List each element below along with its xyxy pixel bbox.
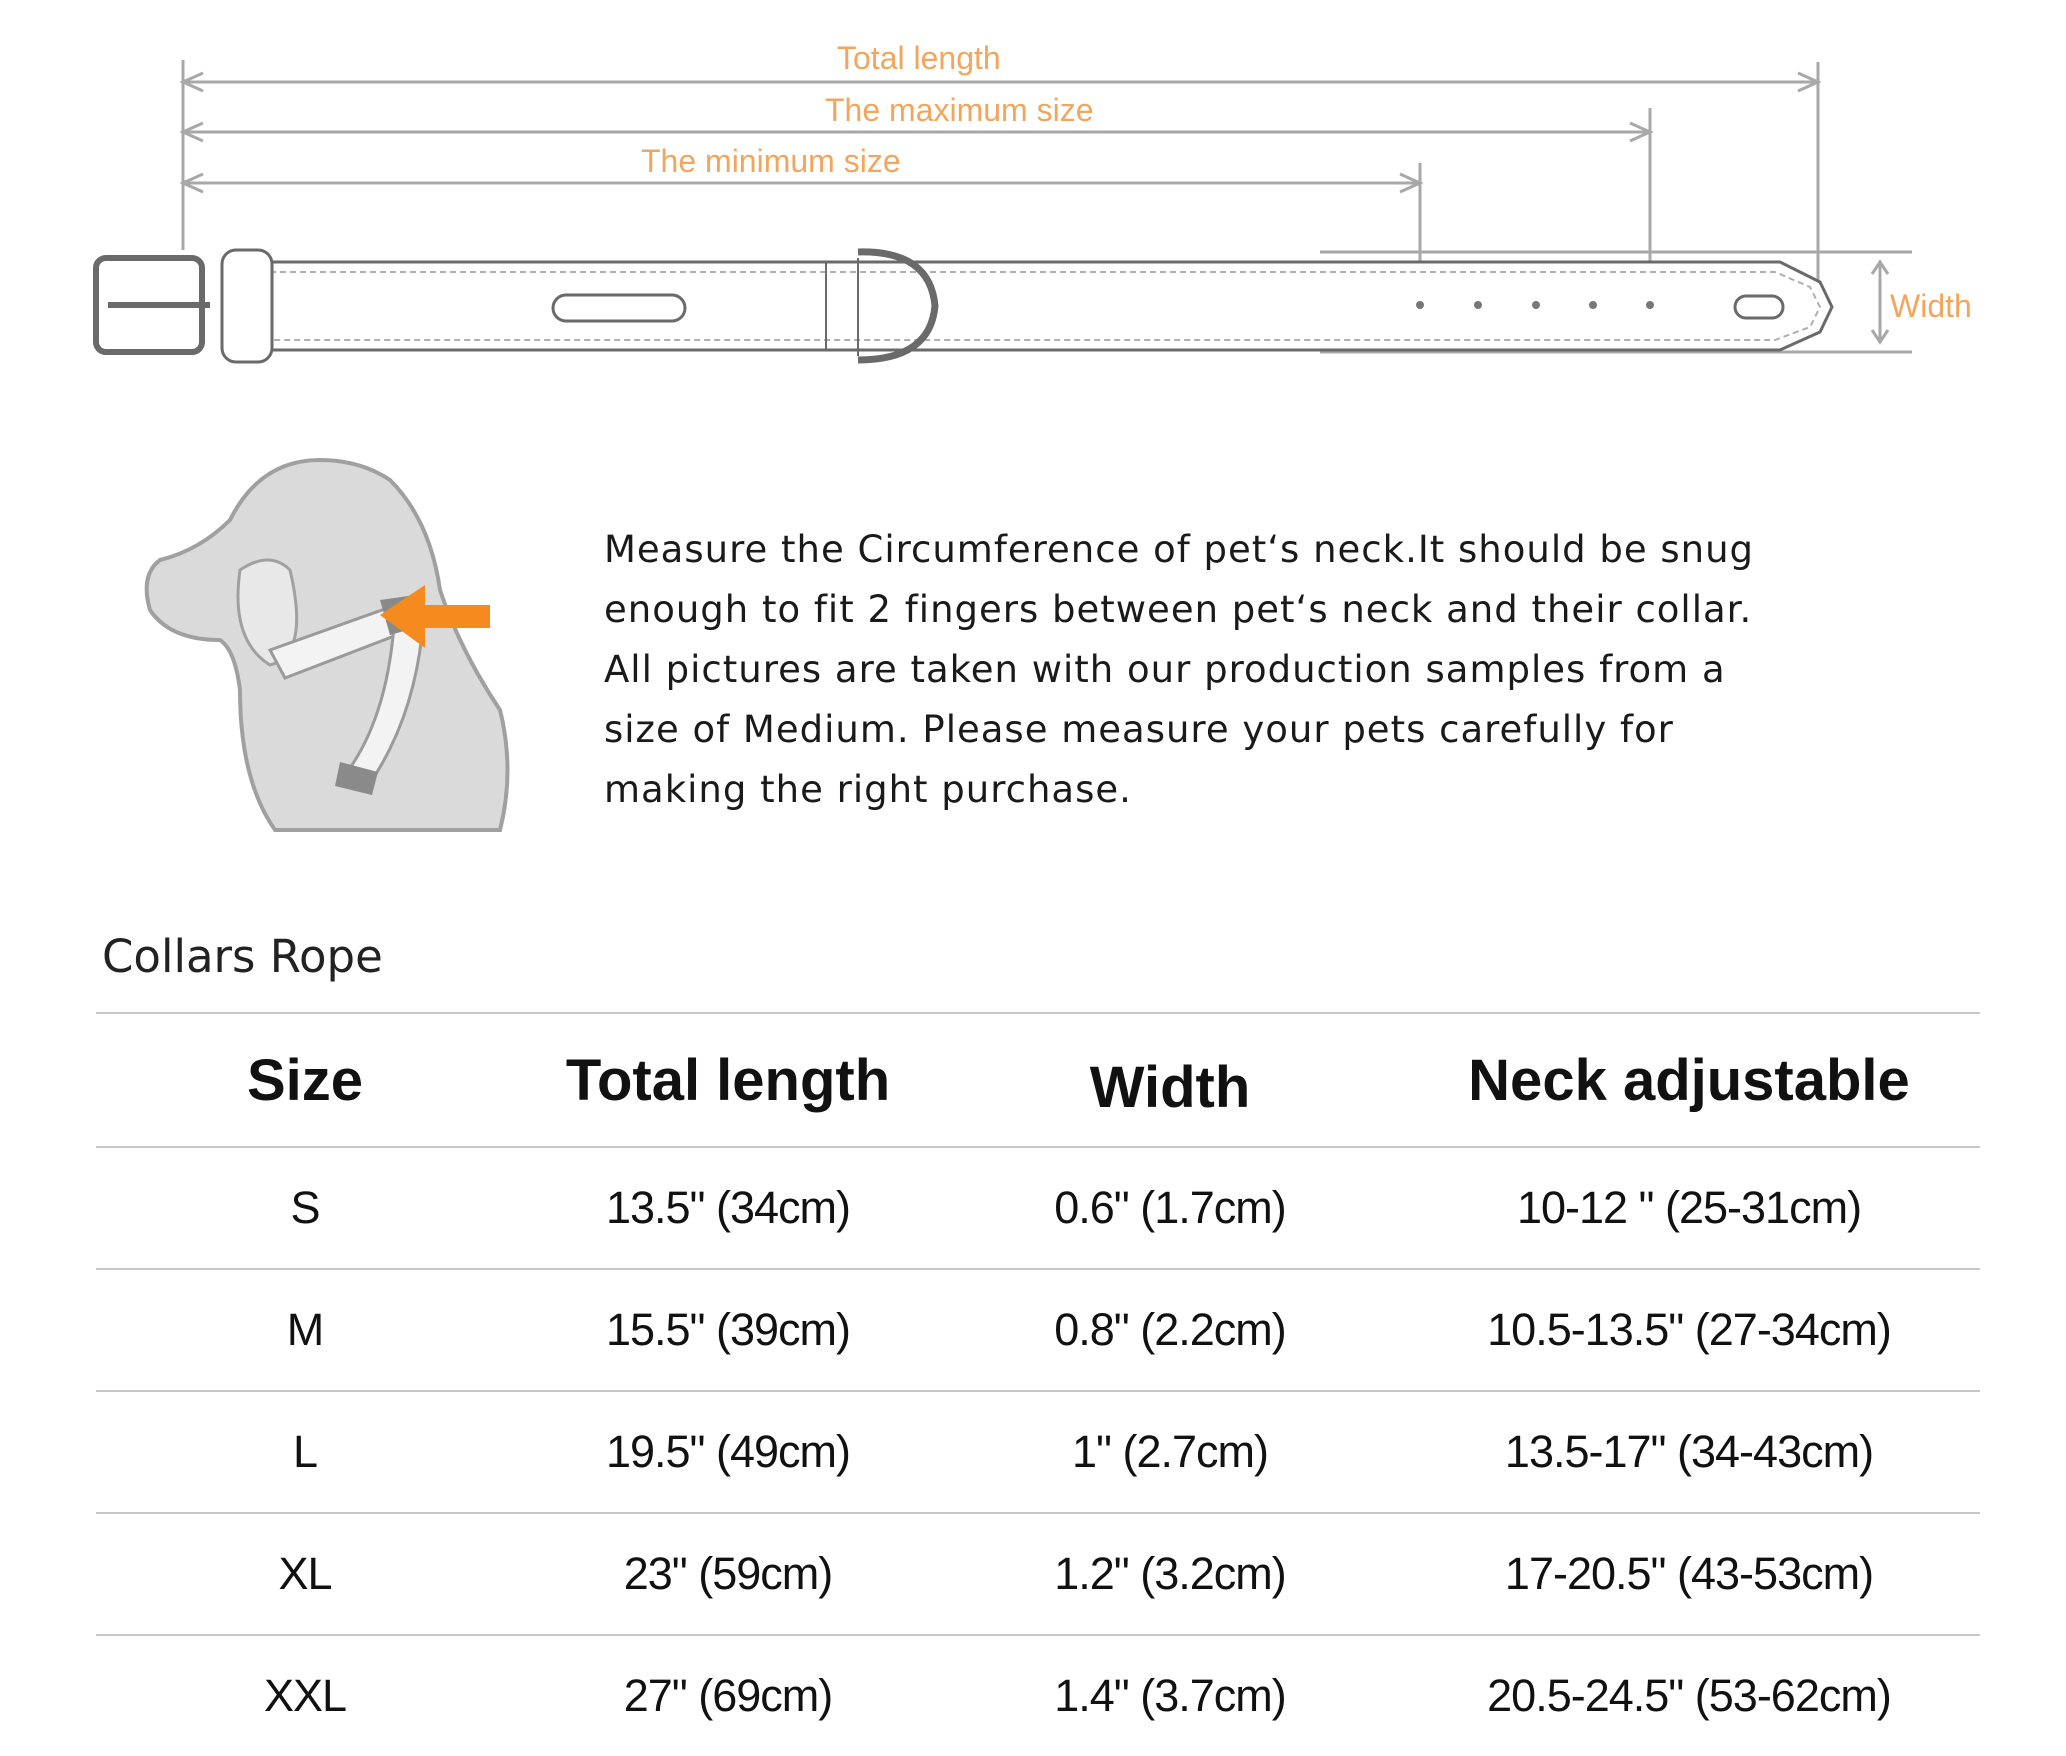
table-row — [96, 1391, 1980, 1513]
cell-width: 0.6" (1.7cm) — [942, 1147, 1398, 1269]
total-length-label: Total length — [837, 40, 1001, 76]
cell-neck-adjustable: 13.5-17" (34-43cm) — [1398, 1391, 1980, 1513]
cell-neck-adjustable: 10-12 " (25-31cm) — [1398, 1147, 1980, 1269]
cell-neck-adjustable: 17-20.5" (43-53cm) — [1398, 1513, 1980, 1635]
table-row — [96, 1269, 1980, 1391]
instruction-line: size of Medium. Please measure your pets carefully for — [604, 708, 1674, 751]
size-chart-table — [96, 1012, 1980, 1756]
cell-width: 0.8" (2.2cm) — [942, 1269, 1398, 1391]
width-label: Width — [1890, 288, 1972, 324]
minimum-size-label: The minimum size — [641, 143, 901, 179]
header-neck-adjustable: Neck adjustable — [1398, 1013, 1980, 1147]
cell-size: L — [96, 1391, 514, 1513]
header-width: Width — [942, 1013, 1398, 1147]
cell-total-length: 15.5" (39cm) — [514, 1269, 942, 1391]
table-row — [96, 1147, 1980, 1269]
cell-total-length: 13.5" (34cm) — [514, 1147, 942, 1269]
cell-total-length: 27" (69cm) — [514, 1635, 942, 1756]
header-total-length: Total length — [514, 1013, 942, 1147]
cell-total-length: 23" (59cm) — [514, 1513, 942, 1635]
cell-size: S — [96, 1147, 514, 1269]
maximum-size-label: The maximum size — [825, 92, 1094, 128]
cell-width: 1.2" (3.2cm) — [942, 1513, 1398, 1635]
table-header-row — [96, 1013, 1980, 1147]
dog-head-measuring-tape-icon — [140, 450, 520, 840]
table-title: Collars Rope — [102, 930, 383, 983]
measuring-instructions — [604, 520, 1934, 820]
cell-neck-adjustable: 20.5-24.5" (53-62cm) — [1398, 1635, 1980, 1756]
instruction-line: All pictures are taken with our production samples from a — [604, 648, 1726, 691]
cell-size: XXL — [96, 1635, 514, 1756]
cell-size: M — [96, 1269, 514, 1391]
header-size: Size — [96, 1013, 514, 1147]
cell-size: XL — [96, 1513, 514, 1635]
collar-keeper — [222, 250, 272, 362]
table-row — [96, 1635, 1980, 1756]
cell-total-length: 19.5" (49cm) — [514, 1391, 942, 1513]
cell-width: 1" (2.7cm) — [942, 1391, 1398, 1513]
collar-name-plate — [553, 295, 685, 321]
collar-illustration — [0, 0, 2066, 400]
table-row — [96, 1513, 1980, 1635]
cell-neck-adjustable: 10.5-13.5" (27-34cm) — [1398, 1269, 1980, 1391]
instruction-line: enough to fit 2 fingers between pet‘s neck and their collar. — [604, 588, 1753, 631]
cell-width: 1.4" (3.7cm) — [942, 1635, 1398, 1756]
instruction-line: Measure the Circumference of pet‘s neck.It should be snug — [604, 528, 1755, 571]
instruction-line: making the right purchase. — [604, 768, 1132, 811]
collar-dimension-diagram — [0, 0, 2066, 400]
